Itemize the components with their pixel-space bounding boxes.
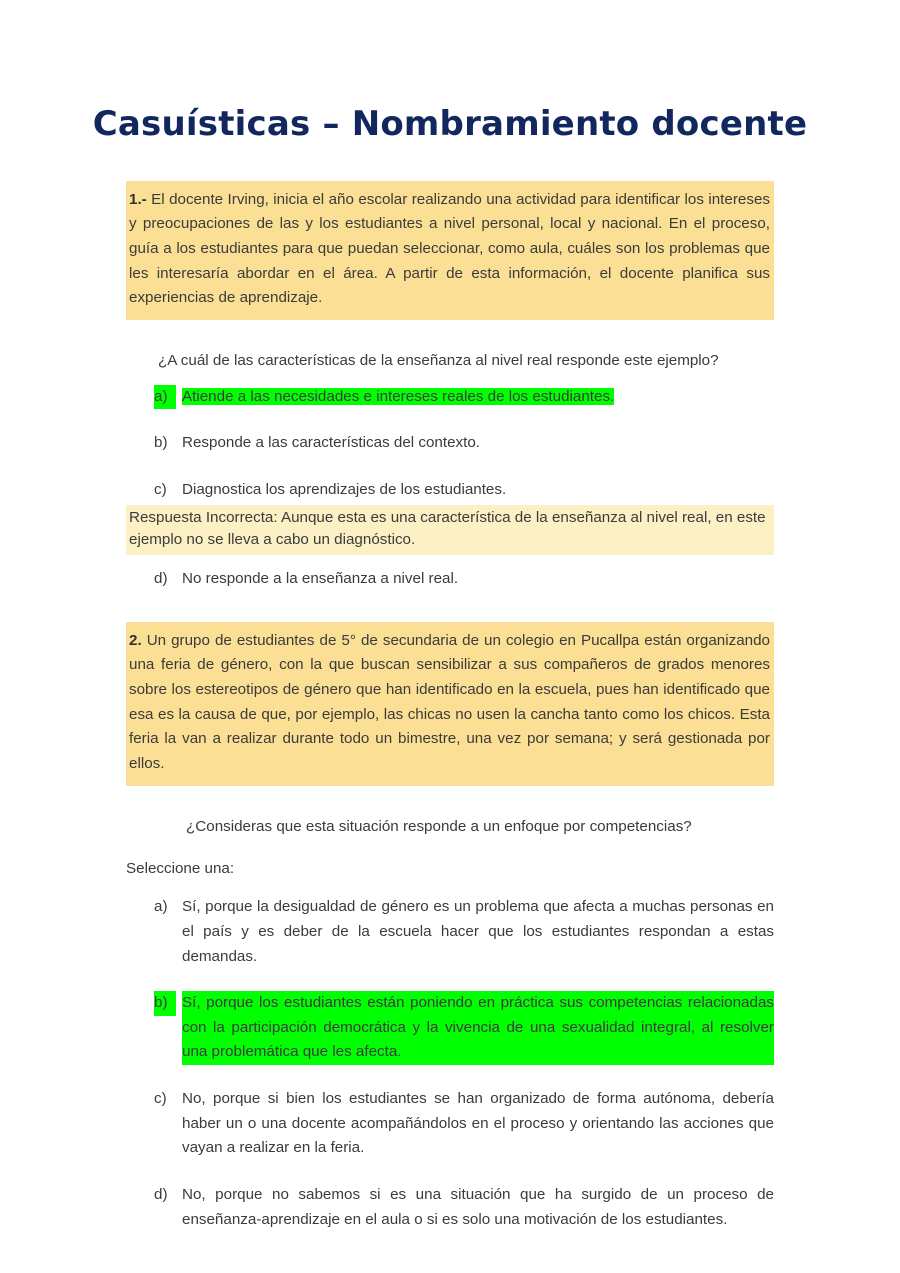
option-marker: c) xyxy=(154,480,167,498)
option-label: Atiende a las necesidades e intereses reales de los estudiantes. xyxy=(182,387,615,405)
feedback-note-1: Respuesta Incorrecta: Aunque esta es una característica de la enseñanza al nivel real, en este ejemplo no se lleva a cabo un diagnóstico. xyxy=(126,505,774,556)
case-block-2 xyxy=(126,622,774,786)
option-label: Sí, porque la desigualdad de género es un problema que afecta a muchas personas en el país y es deber de la escuela hacer que los estudiantes respondan a estas demandas. xyxy=(182,898,774,965)
option-marker: c) xyxy=(154,1090,167,1108)
feedback-wrapper-1 xyxy=(126,505,774,556)
option-1-c[interactable] xyxy=(126,478,774,503)
case-number-1: 1.- xyxy=(129,190,147,208)
document-content xyxy=(126,145,774,1232)
case-number-2: 2. xyxy=(129,631,142,649)
option-2-c[interactable] xyxy=(126,1087,774,1161)
page-title: Casuísticas – Nombramiento docente xyxy=(92,104,808,144)
option-1-d[interactable] xyxy=(126,567,774,592)
option-label: No, porque si bien los estudiantes se han organizado de forma autónoma, debería haber un o una docente acompañándolos en el proceso y orientando las acciones que vayan a realizar en la feria. xyxy=(182,1090,774,1157)
option-2-b[interactable] xyxy=(126,991,774,1065)
option-label: No, porque no sabemos si es una situación que ha surgido de un proceso de enseñanza-aprendizaje en el aula o si es solo una motivación de los estudiantes. xyxy=(182,1185,774,1228)
option-marker: a) xyxy=(154,898,168,916)
case-text-2: Un grupo de estudiantes de 5° de secundaria de un colegio en Pucallpa están organizando una feria de género, con la que buscan sensibilizar a sus compañeros de grados menores sobre los estereotipos de género que han identificado en la escuela, pues han identificado que esa es la causa de que, por ejemplo, las chicas no usen la cancha tanto como los chicos. Esta feria la van a realizar durante todo un bimestre, una vez por semana; y será gestionada por ellos. xyxy=(129,631,770,772)
options-list-1 xyxy=(126,385,774,592)
option-marker: d) xyxy=(154,570,168,588)
option-1-b[interactable] xyxy=(126,431,774,456)
options-list-2 xyxy=(126,895,774,1232)
option-label: No responde a la enseñanza a nivel real. xyxy=(182,570,459,588)
option-marker: b) xyxy=(154,434,168,452)
option-2-d[interactable] xyxy=(126,1183,774,1232)
option-label: Sí, porque los estudiantes están poniendo en práctica sus competencias relacionadas con la participación democrática y la vivencia de una sexualidad integral, al resolver una problemática que les afecta. xyxy=(182,991,774,1065)
question-prompt-1: ¿A cuál de las características de la enseñanza al nivel real responde este ejemplo? xyxy=(158,351,719,369)
option-1-a[interactable] xyxy=(126,385,774,410)
case-text-1: El docente Irving, inicia el año escolar realizando una actividad para identificar los intereses y preocupaciones de las y los estudiantes a nivel personal, local y nacional. En el proceso, guía a los estudiantes para que puedan seleccionar, como aula, cuáles son los problemas que les interesaría abordar en el área. A partir de esta información, el docente planifica sus experiencias de aprendizaje. xyxy=(129,190,770,307)
option-label: Responde a las características del contexto. xyxy=(182,434,481,452)
question-prompt-2: ¿Consideras que esta situación responde a un enfoque por competencias? xyxy=(186,817,692,835)
case-block-1 xyxy=(126,181,774,320)
option-label: Diagnostica los aprendizajes de los estudiantes. xyxy=(182,480,507,498)
option-marker: a) xyxy=(154,385,176,410)
option-marker: d) xyxy=(154,1185,168,1203)
option-marker: b) xyxy=(154,991,176,1016)
select-one-label: Seleccione una: xyxy=(126,860,235,878)
option-2-a[interactable] xyxy=(126,895,774,969)
